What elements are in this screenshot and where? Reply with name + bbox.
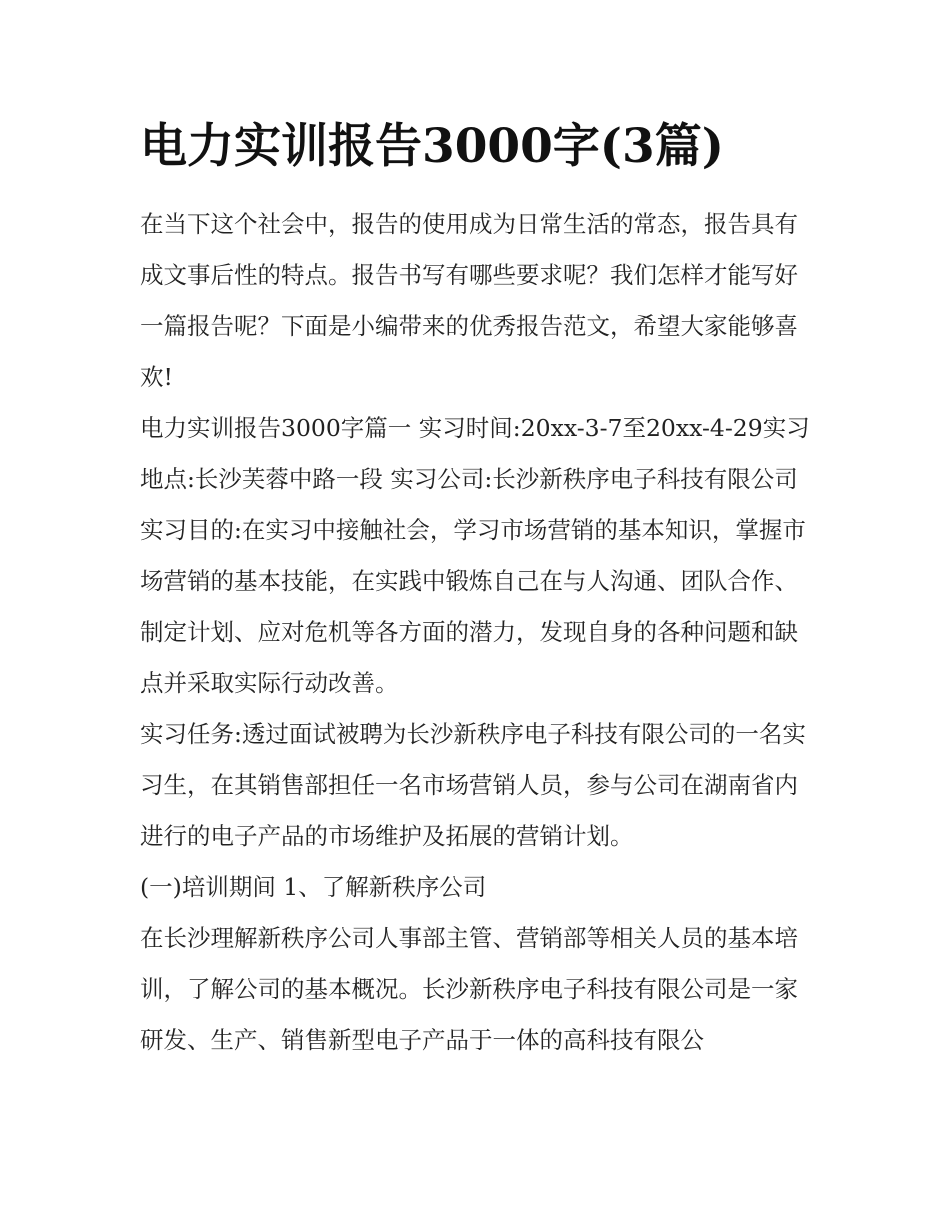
document-body [140,199,812,1066]
internship-purpose-paragraph: 实习目的:在实习中接触社会，学习市场营销的基本知识，掌握市场营销的基本技能，在实践中锻炼自己在与人沟通、团队合作、制定计划、应对危机等各方面的潜力，发现自身的各种问题和缺点并采取实际行动改善。 [140,516,806,697]
training-section-heading: (一)培训期间 1、了解新秩序公司 [140,873,487,901]
report-header-paragraph: 电力实训报告3000字篇一 实习时间:20xx-3-7至20xx-4-29实习地点:长沙芙蓉中路一段 实习公司:长沙新秩序电子科技有限公司 [140,414,810,493]
training-detail-paragraph: 在长沙理解新秩序公司人事部主管、营销部等相关人员的基本培训，了解公司的基本概况。长沙新秩序电子科技有限公司是一家研发、生产、销售新型电子产品于一体的高科技有限公 [140,924,798,1054]
intro-paragraph: 在当下这个社会中，报告的使用成为日常生活的常态，报告具有成文事后性的特点。报告书写有哪些要求呢？我们怎样才能写好一篇报告呢？下面是小编带来的优秀报告范文，希望大家能够喜欢! [140,210,798,391]
internship-task-paragraph: 实习任务:透过面试被聘为长沙新秩序电子科技有限公司的一名实习生，在其销售部担任一名市场营销人员，参与公司在湖南省内进行的电子产品的市场维护及拓展的营销计划。 [140,720,806,850]
document-title: 电力实训报告3000字(3篇) [140,119,724,174]
